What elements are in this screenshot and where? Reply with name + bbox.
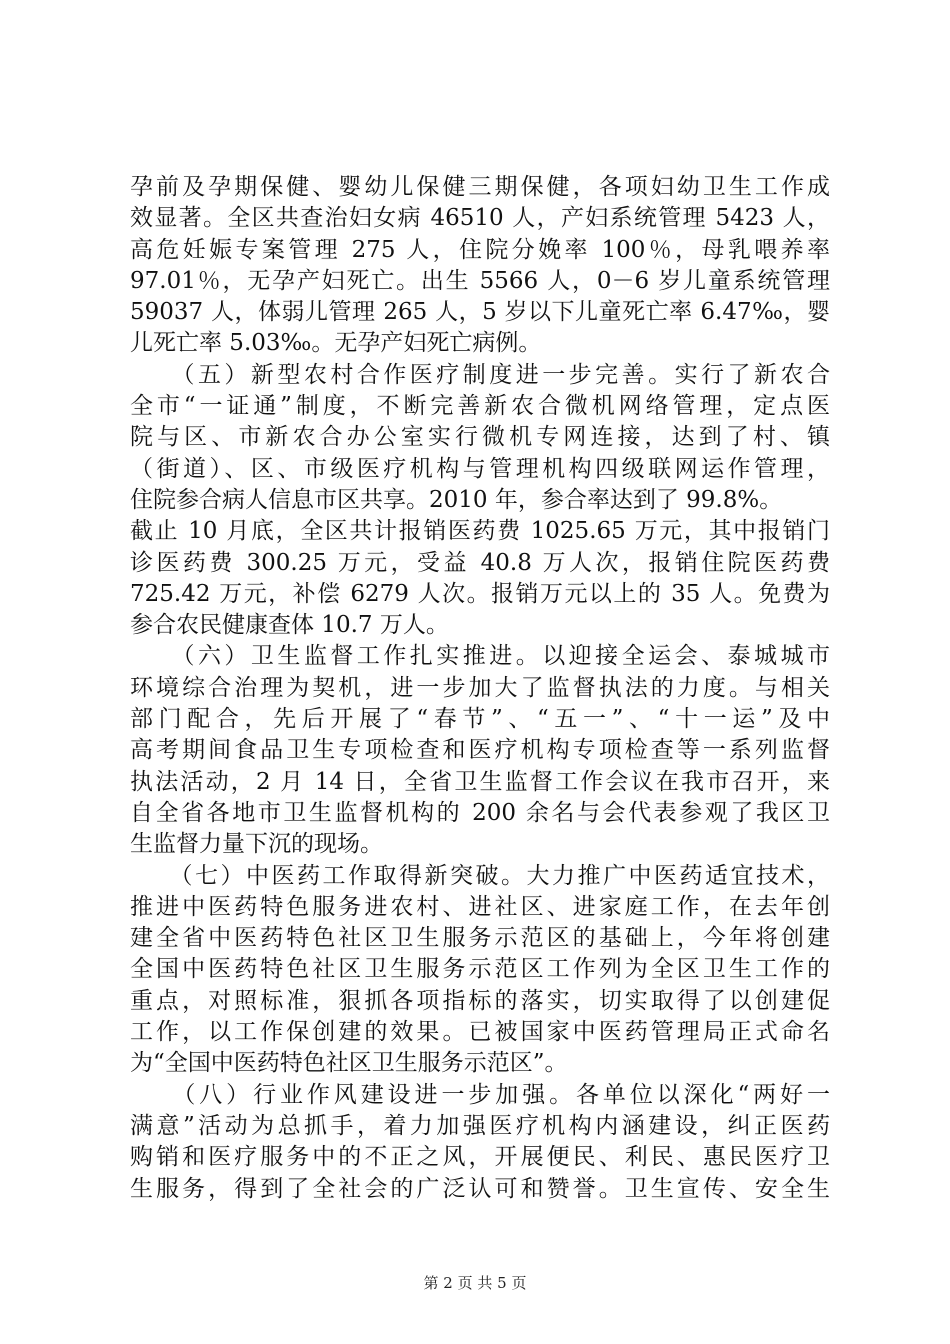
text-line: 工作，以工作保创建的效果。已被国家中医药管理局正式命名 [130,1019,830,1046]
text-line: （八）行业作风建设进一步加强。各单位以深化“两好一 [130,1081,830,1108]
document-body [130,172,830,1205]
text-line: 全市“一证通”制度，不断完善新农合微机网络管理，定点医 [130,393,830,420]
page-number-footer: 第 2 页 共 5 页 [423,1274,527,1292]
text-line: 截止 10 月底，全区共计报销医药费 1025.65 万元，其中报销门 [130,518,830,545]
text-line: 满意”活动为总抓手，着力加强医疗机构内涵建设，纠正医药 [130,1112,830,1139]
text-line: 环境综合治理为契机，进一步加大了监督执法的力度。与相关 [130,674,830,701]
text-line: 725.42 万元，补偿 6279 人次。报销万元以上的 35 人。免费为 [130,580,830,607]
text-line: 为“全国中医药特色社区卫生服务示范区”。 [130,1050,568,1077]
text-line: 高考期间食品卫生专项检查和医疗机构专项检查等一系列监督 [130,737,830,764]
text-line: 执法活动，2 月 14 日，全省卫生监督工作会议在我市召开，来 [130,768,830,795]
text-line: 院与区、市新农合办公室实行微机专网连接，达到了村、镇 [130,424,830,451]
text-line: 参合农民健康查体 10.7 万人。 [130,612,449,639]
text-line: （七）中医药工作取得新突破。大力推广中医药适宜技术， [130,862,830,889]
text-line: 97.01％，无孕产妇死亡。出生 5566 人，0－6 岁儿童系统管理 [130,267,830,294]
text-line: 59037 人，体弱儿管理 265 人，5 岁以下儿童死亡率 6.47‰，婴 [130,299,830,326]
text-line: 建全省中医药特色社区卫生服务示范区的基础上，今年将创建 [130,925,830,952]
text-line: （街道）、区、市级医疗机构与管理机构四级联网运作管理， [130,455,830,482]
text-line: 效显著。全区共查治妇女病 46510 人，产妇系统管理 5423 人， [130,205,830,232]
text-line: 部门配合，先后开展了“春节”、“五一”、“十一运”及中 [130,706,830,733]
text-line: 孕前及孕期保健、婴幼儿保健三期保健，各项妇幼卫生工作成 [130,174,830,200]
text-line: 生服务，得到了全社会的广泛认可和赞誉。卫生宣传、安全生 [130,1175,830,1202]
text-line: （六）卫生监督工作扎实推进。以迎接全运会、泰城城市 [130,643,830,670]
text-line: （五）新型农村合作医疗制度进一步完善。实行了新农合 [130,361,830,388]
text-line: 购销和医疗服务中的不正之风，开展便民、利民、惠民医疗卫 [130,1144,830,1171]
text-line: 儿死亡率 5.03‰。无孕产妇死亡病例。 [130,330,542,357]
text-line: 生监督力量下沉的现场。 [130,831,383,858]
text-line: 推进中医药特色服务进农村、进社区、进家庭工作，在去年创 [130,893,830,920]
text-line: 诊医药费 300.25 万元，受益 40.8 万人次，报销住院医药费 [130,549,830,576]
text-line: 全国中医药特色社区卫生服务示范区工作列为全区卫生工作的 [130,956,830,983]
text-line: 住院参合病人信息市区共享。2010 年，参合率达到了 99.8%。 [130,486,783,513]
text-line: 自全省各地市卫生监督机构的 200 余名与会代表参观了我区卫 [130,799,830,826]
text-line: 重点，对照标准，狠抓各项指标的落实，切实取得了以创建促 [130,987,830,1014]
text-line: 高危妊娠专案管理 275 人，住院分娩率 100％，母乳喂养率 [130,236,830,263]
